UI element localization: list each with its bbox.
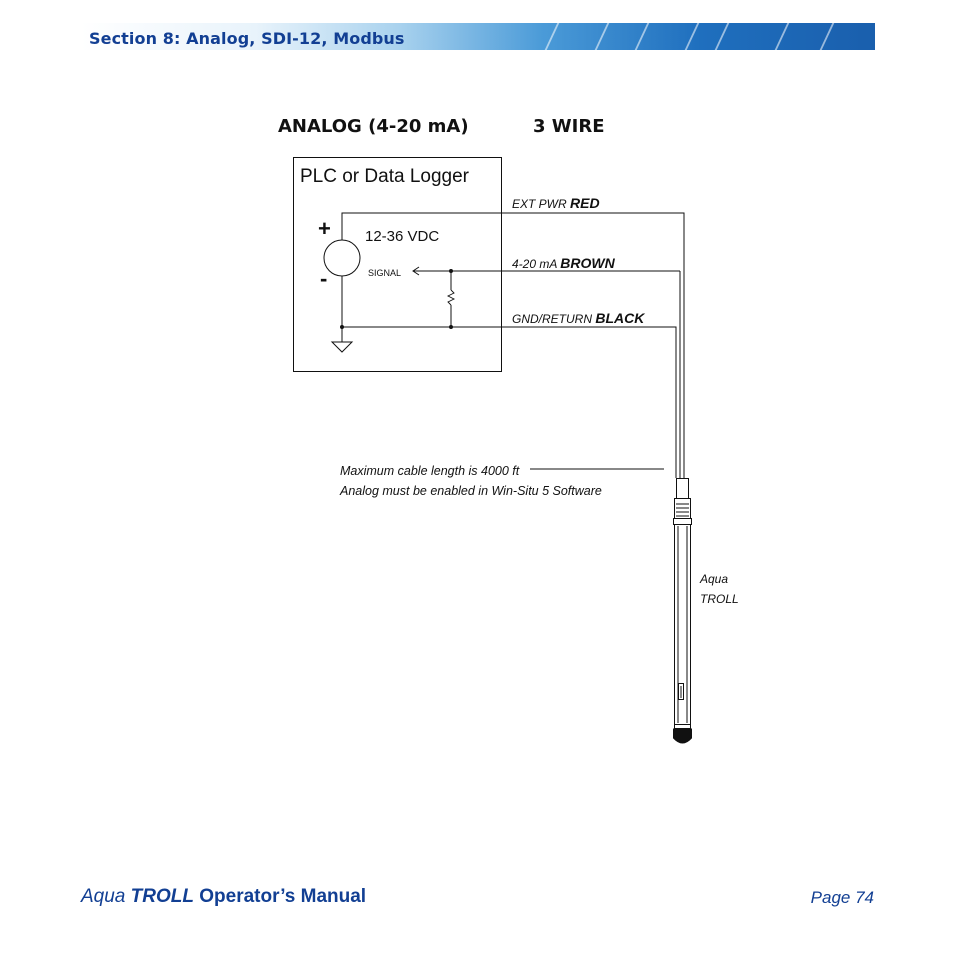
manual-title (81, 886, 366, 908)
signal-label: SIGNAL (368, 268, 402, 278)
junction-dot-ground (340, 325, 344, 329)
note-line-1: Maximum cable length is 4000 ft (340, 464, 520, 478)
manual-title-rest: Operator’s Manual (193, 886, 367, 907)
device-label-line-1: Aqua (700, 572, 729, 586)
brown-wire-label: 4-20 mA BROWN (512, 255, 615, 271)
note-line-2: Analog must be enabled in Win-Situ 5 Software (340, 484, 602, 498)
section-title: Section 8: Analog, SDI-12, Modbus (89, 29, 405, 48)
black-wire-label: GND/RETURN BLACK (512, 310, 645, 326)
diagram-title-wire: 3 WIRE (533, 116, 605, 137)
diagram-title-analog: ANALOG (4-20 mA) (278, 116, 469, 137)
ground-symbol (332, 342, 352, 352)
resistor (448, 290, 454, 305)
plc-label: PLC or Data Logger (300, 166, 469, 187)
red-wire-label: EXT PWR RED (512, 195, 600, 211)
minus-sign: - (320, 266, 328, 291)
supply-label: 12-36 VDC (365, 228, 440, 245)
manual-title-troll: TROLL (130, 886, 194, 907)
aqua-troll-device (674, 479, 692, 744)
black-wire (342, 327, 676, 385)
page-number: Page 74 (810, 888, 874, 907)
device-label-line-2: TROLL (700, 592, 739, 606)
dc-source-circle (324, 240, 360, 276)
manual-title-aqua: Aqua (81, 886, 131, 907)
plus-sign: + (318, 216, 331, 241)
